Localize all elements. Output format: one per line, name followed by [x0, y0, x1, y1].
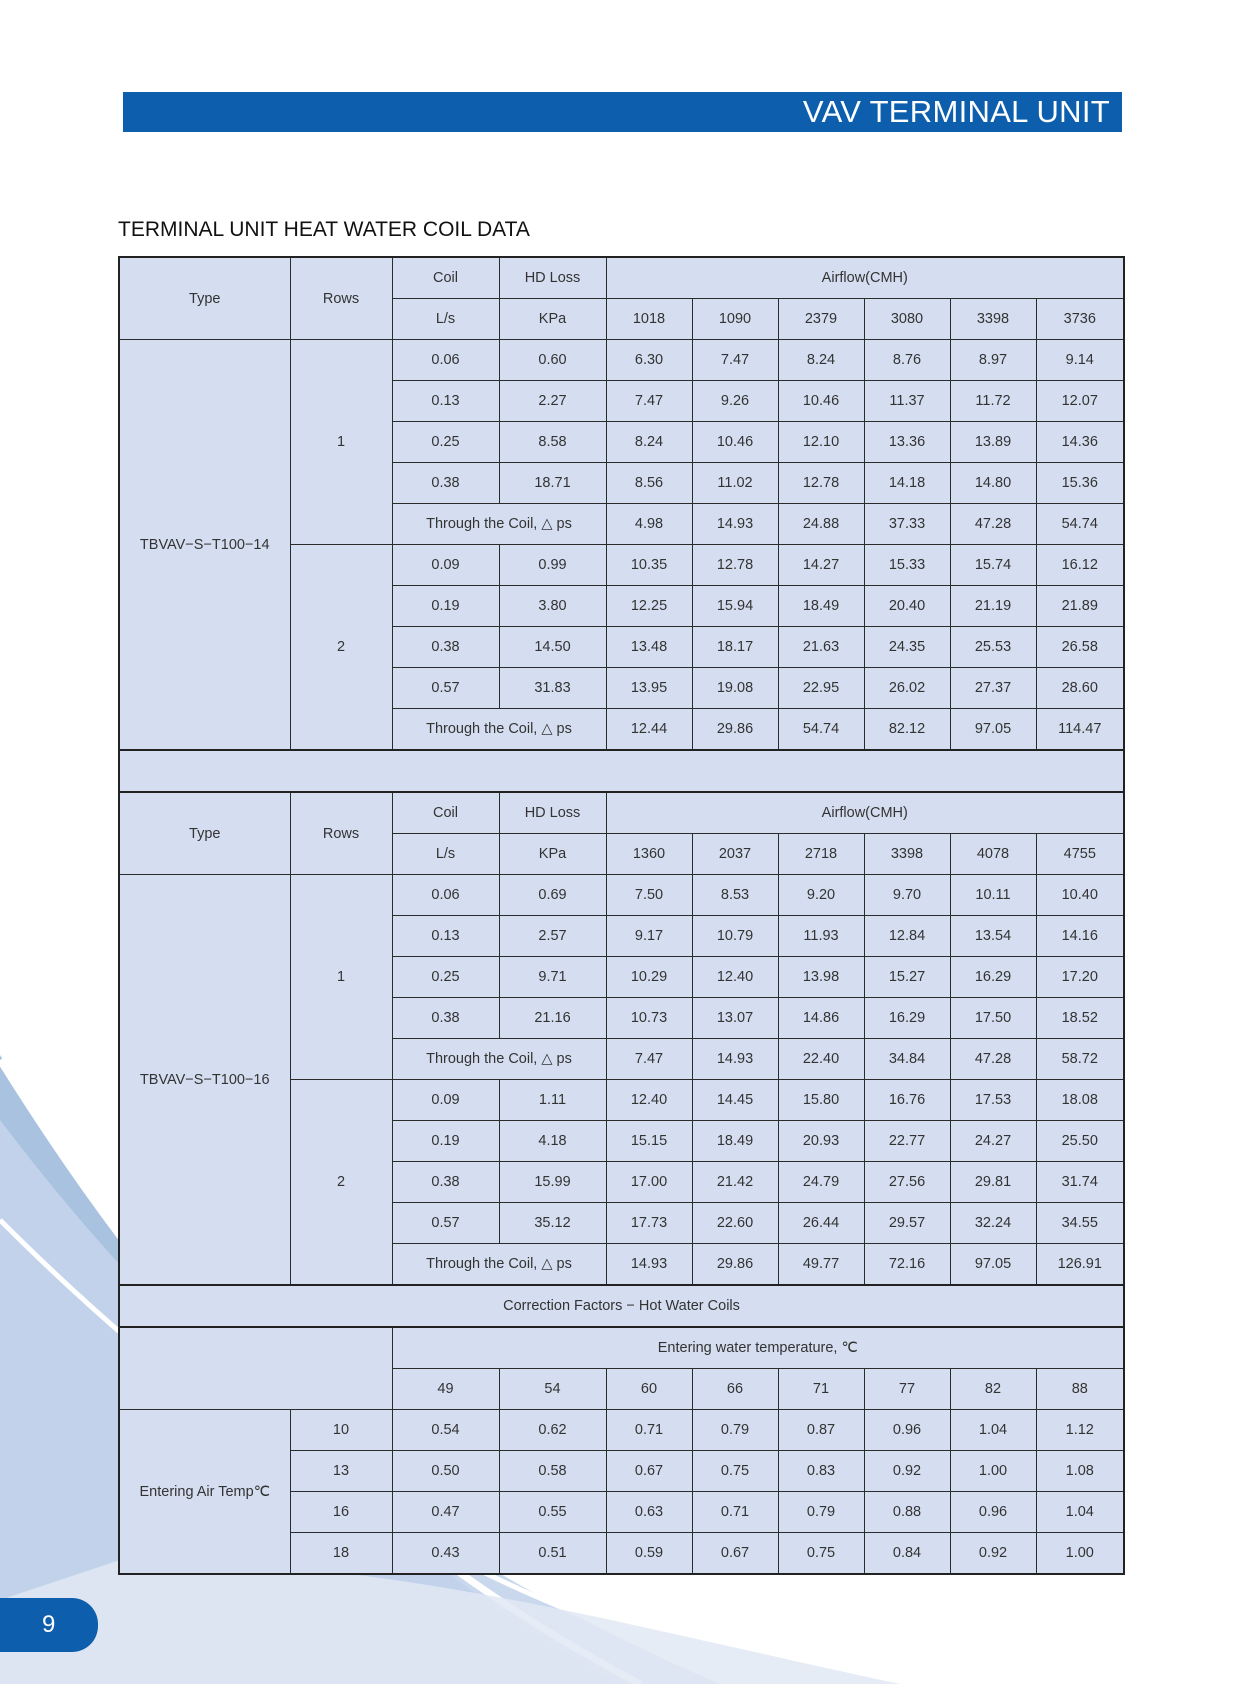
airflow-value: 4078 — [950, 834, 1036, 875]
through-coil-label: Through the Coil, △ ps — [392, 504, 606, 545]
data-cell: 28.60 — [1036, 668, 1124, 709]
data-cell: 21.19 — [950, 586, 1036, 627]
correction-factor: 0.75 — [778, 1533, 864, 1575]
airflow-value: 3736 — [1036, 299, 1124, 340]
airflow-value: 2037 — [692, 834, 778, 875]
through-coil-value: 22.40 — [778, 1039, 864, 1080]
data-cell: 0.09 — [392, 1080, 499, 1121]
data-cell: 14.16 — [1036, 916, 1124, 957]
correction-factor: 0.83 — [778, 1451, 864, 1492]
data-cell: 0.25 — [392, 422, 499, 463]
water-temp-value: 66 — [692, 1369, 778, 1410]
data-cell: 12.84 — [864, 916, 950, 957]
data-cell: 11.72 — [950, 381, 1036, 422]
rows-value: 2 — [290, 1080, 392, 1286]
header-row — [119, 792, 1124, 834]
rows-value: 1 — [290, 340, 392, 545]
correction-factor: 0.96 — [950, 1492, 1036, 1533]
correction-factor: 0.51 — [499, 1533, 606, 1575]
correction-factor: 1.08 — [1036, 1451, 1124, 1492]
data-cell: 18.08 — [1036, 1080, 1124, 1121]
data-cell: 14.27 — [778, 545, 864, 586]
correction-factor: 0.62 — [499, 1410, 606, 1451]
data-cell: 35.12 — [499, 1203, 606, 1244]
data-cell: 31.74 — [1036, 1162, 1124, 1203]
rows-header: Rows — [290, 792, 392, 875]
data-cell: 10.11 — [950, 875, 1036, 916]
airflow-value: 2379 — [778, 299, 864, 340]
data-cell: 16.29 — [864, 998, 950, 1039]
through-coil-value: 72.16 — [864, 1244, 950, 1286]
data-row — [119, 875, 1124, 916]
rows-value: 1 — [290, 875, 392, 1080]
data-cell: 13.48 — [606, 627, 692, 668]
data-cell: 3.80 — [499, 586, 606, 627]
data-cell: 0.13 — [392, 916, 499, 957]
data-cell: 0.19 — [392, 1121, 499, 1162]
data-cell: 2.57 — [499, 916, 606, 957]
data-cell: 14.18 — [864, 463, 950, 504]
data-cell: 13.54 — [950, 916, 1036, 957]
hd-loss-header: HD Loss — [499, 792, 606, 834]
water-temp-value: 88 — [1036, 1369, 1124, 1410]
section-title: TERMINAL UNIT HEAT WATER COIL DATA — [118, 218, 530, 241]
header-row — [119, 257, 1124, 299]
correction-factor: 1.04 — [950, 1410, 1036, 1451]
coil-data-table — [118, 256, 1125, 1575]
data-cell: 12.40 — [606, 1080, 692, 1121]
water-temp-value: 49 — [392, 1369, 499, 1410]
data-cell: 21.89 — [1036, 586, 1124, 627]
through-coil-value: 4.98 — [606, 504, 692, 545]
data-cell: 12.07 — [1036, 381, 1124, 422]
data-cell: 0.57 — [392, 1203, 499, 1244]
data-cell: 27.56 — [864, 1162, 950, 1203]
data-cell: 15.36 — [1036, 463, 1124, 504]
data-cell: 11.93 — [778, 916, 864, 957]
through-coil-value: 24.88 — [778, 504, 864, 545]
through-coil-value: 34.84 — [864, 1039, 950, 1080]
correction-factor: 0.55 — [499, 1492, 606, 1533]
data-cell: 11.37 — [864, 381, 950, 422]
data-cell: 8.76 — [864, 340, 950, 381]
data-cell: 26.58 — [1036, 627, 1124, 668]
data-cell: 18.49 — [778, 586, 864, 627]
water-temp-value: 54 — [499, 1369, 606, 1410]
data-cell: 26.02 — [864, 668, 950, 709]
data-cell: 18.71 — [499, 463, 606, 504]
data-cell: 0.09 — [392, 545, 499, 586]
correction-factor: 0.84 — [864, 1533, 950, 1575]
data-cell: 17.00 — [606, 1162, 692, 1203]
data-cell: 14.86 — [778, 998, 864, 1039]
data-cell: 15.94 — [692, 586, 778, 627]
through-coil-value: 29.86 — [692, 1244, 778, 1286]
page-number: 9 — [42, 1611, 56, 1638]
air-temp-value: 16 — [290, 1492, 392, 1533]
data-cell: 29.81 — [950, 1162, 1036, 1203]
data-cell: 0.57 — [392, 668, 499, 709]
correction-factor: 0.92 — [950, 1533, 1036, 1575]
data-cell: 2.27 — [499, 381, 606, 422]
through-coil-value: 14.93 — [606, 1244, 692, 1286]
type-name: TBVAV−S−T100−16 — [119, 875, 290, 1286]
data-cell: 25.50 — [1036, 1121, 1124, 1162]
data-cell: 19.08 — [692, 668, 778, 709]
data-cell: 15.15 — [606, 1121, 692, 1162]
data-cell: 21.63 — [778, 627, 864, 668]
correction-factor: 0.58 — [499, 1451, 606, 1492]
through-coil-value: 7.47 — [606, 1039, 692, 1080]
data-cell: 12.78 — [778, 463, 864, 504]
correction-factor: 0.71 — [606, 1410, 692, 1451]
data-cell: 13.95 — [606, 668, 692, 709]
correction-factor: 0.79 — [692, 1410, 778, 1451]
data-cell: 12.78 — [692, 545, 778, 586]
data-cell: 32.24 — [950, 1203, 1036, 1244]
data-cell: 24.27 — [950, 1121, 1036, 1162]
data-cell: 1.11 — [499, 1080, 606, 1121]
through-coil-value: 14.93 — [692, 504, 778, 545]
airflow-value: 3398 — [864, 834, 950, 875]
data-cell: 0.69 — [499, 875, 606, 916]
data-cell: 22.60 — [692, 1203, 778, 1244]
water-temp-value: 77 — [864, 1369, 950, 1410]
airflow-value: 1360 — [606, 834, 692, 875]
data-cell: 17.53 — [950, 1080, 1036, 1121]
coil-unit: L/s — [392, 299, 499, 340]
data-cell: 18.52 — [1036, 998, 1124, 1039]
correction-factor: 0.88 — [864, 1492, 950, 1533]
data-row — [119, 340, 1124, 381]
data-cell: 14.36 — [1036, 422, 1124, 463]
data-cell: 0.19 — [392, 586, 499, 627]
data-cell: 0.99 — [499, 545, 606, 586]
data-cell: 10.46 — [778, 381, 864, 422]
data-cell: 29.57 — [864, 1203, 950, 1244]
airflow-value: 3398 — [950, 299, 1036, 340]
data-cell: 10.35 — [606, 545, 692, 586]
through-coil-value: 29.86 — [692, 709, 778, 751]
data-cell: 0.06 — [392, 875, 499, 916]
data-cell: 6.30 — [606, 340, 692, 381]
data-cell: 9.26 — [692, 381, 778, 422]
data-cell: 24.79 — [778, 1162, 864, 1203]
data-cell: 22.77 — [864, 1121, 950, 1162]
air-temp-value: 10 — [290, 1410, 392, 1451]
through-coil-value: 14.93 — [692, 1039, 778, 1080]
data-cell: 16.12 — [1036, 545, 1124, 586]
air-temp-value: 18 — [290, 1533, 392, 1575]
through-coil-value: 126.91 — [1036, 1244, 1124, 1286]
coil-header: Coil — [392, 792, 499, 834]
hd-loss-header: HD Loss — [499, 257, 606, 299]
data-cell: 17.73 — [606, 1203, 692, 1244]
data-cell: 21.16 — [499, 998, 606, 1039]
correction-header-row — [119, 1327, 1124, 1369]
water-temp-value: 71 — [778, 1369, 864, 1410]
data-cell: 15.80 — [778, 1080, 864, 1121]
data-cell: 8.56 — [606, 463, 692, 504]
data-cell: 34.55 — [1036, 1203, 1124, 1244]
data-cell: 8.97 — [950, 340, 1036, 381]
correction-factor: 0.67 — [606, 1451, 692, 1492]
water-temp-value: 60 — [606, 1369, 692, 1410]
correction-title: Correction Factors − Hot Water Coils — [119, 1285, 1124, 1327]
data-cell: 20.93 — [778, 1121, 864, 1162]
data-cell: 18.49 — [692, 1121, 778, 1162]
data-cell: 12.25 — [606, 586, 692, 627]
data-cell: 10.40 — [1036, 875, 1124, 916]
correction-factor: 0.75 — [692, 1451, 778, 1492]
data-cell: 0.06 — [392, 340, 499, 381]
data-cell: 12.10 — [778, 422, 864, 463]
correction-factor: 0.54 — [392, 1410, 499, 1451]
data-cell: 9.20 — [778, 875, 864, 916]
correction-row — [119, 1410, 1124, 1451]
data-cell: 15.99 — [499, 1162, 606, 1203]
through-coil-value: 58.72 — [1036, 1039, 1124, 1080]
through-coil-value: 97.05 — [950, 1244, 1036, 1286]
correction-factor: 1.04 — [1036, 1492, 1124, 1533]
data-cell: 24.35 — [864, 627, 950, 668]
through-coil-value: 12.44 — [606, 709, 692, 751]
airflow-header: Airflow(CMH) — [606, 257, 1124, 299]
correction-factor: 0.63 — [606, 1492, 692, 1533]
correction-title-row — [119, 1285, 1124, 1327]
data-cell: 13.89 — [950, 422, 1036, 463]
through-coil-value: 47.28 — [950, 504, 1036, 545]
correction-factor: 1.00 — [1036, 1533, 1124, 1575]
airflow-value: 1018 — [606, 299, 692, 340]
data-cell: 8.53 — [692, 875, 778, 916]
data-cell: 25.53 — [950, 627, 1036, 668]
empty-corner-cell — [119, 1327, 392, 1410]
airflow-value: 4755 — [1036, 834, 1124, 875]
water-temp-value: 82 — [950, 1369, 1036, 1410]
correction-factor: 0.67 — [692, 1533, 778, 1575]
data-cell: 7.47 — [692, 340, 778, 381]
data-cell: 10.73 — [606, 998, 692, 1039]
through-coil-value: 82.12 — [864, 709, 950, 751]
data-cell: 9.70 — [864, 875, 950, 916]
page-number-tab — [0, 1598, 98, 1652]
data-cell: 9.71 — [499, 957, 606, 998]
data-cell: 18.17 — [692, 627, 778, 668]
type-header: Type — [119, 792, 290, 875]
data-cell: 17.50 — [950, 998, 1036, 1039]
data-cell: 22.95 — [778, 668, 864, 709]
data-cell: 7.50 — [606, 875, 692, 916]
correction-factor: 0.50 — [392, 1451, 499, 1492]
airflow-value: 2718 — [778, 834, 864, 875]
data-cell: 14.45 — [692, 1080, 778, 1121]
air-temp-label: Entering Air Temp℃ — [119, 1410, 290, 1575]
through-coil-value: 47.28 — [950, 1039, 1036, 1080]
data-cell: 0.13 — [392, 381, 499, 422]
data-cell: 10.29 — [606, 957, 692, 998]
airflow-value: 1090 — [692, 299, 778, 340]
data-cell: 13.36 — [864, 422, 950, 463]
data-cell: 10.46 — [692, 422, 778, 463]
correction-factor: 0.59 — [606, 1533, 692, 1575]
data-cell: 26.44 — [778, 1203, 864, 1244]
hd-loss-unit: KPa — [499, 834, 606, 875]
airflow-header: Airflow(CMH) — [606, 792, 1124, 834]
hd-loss-unit: KPa — [499, 299, 606, 340]
spacer-cell — [119, 750, 1124, 792]
data-cell: 16.29 — [950, 957, 1036, 998]
correction-factor: 1.00 — [950, 1451, 1036, 1492]
data-cell: 9.14 — [1036, 340, 1124, 381]
type-header: Type — [119, 257, 290, 340]
data-cell: 14.50 — [499, 627, 606, 668]
data-cell: 13.07 — [692, 998, 778, 1039]
data-cell: 15.33 — [864, 545, 950, 586]
through-coil-label: Through the Coil, △ ps — [392, 1039, 606, 1080]
spacer-row — [119, 750, 1124, 792]
rows-value: 2 — [290, 545, 392, 751]
through-coil-label: Through the Coil, △ ps — [392, 1244, 606, 1286]
correction-factor: 1.12 — [1036, 1410, 1124, 1451]
air-temp-value: 13 — [290, 1451, 392, 1492]
correction-factor: 0.87 — [778, 1410, 864, 1451]
correction-factor: 0.43 — [392, 1533, 499, 1575]
data-cell: 0.25 — [392, 957, 499, 998]
data-cell: 4.18 — [499, 1121, 606, 1162]
through-coil-label: Through the Coil, △ ps — [392, 709, 606, 751]
correction-factor: 0.79 — [778, 1492, 864, 1533]
through-coil-value: 54.74 — [778, 709, 864, 751]
data-cell: 13.98 — [778, 957, 864, 998]
correction-factor: 0.47 — [392, 1492, 499, 1533]
through-coil-value: 49.77 — [778, 1244, 864, 1286]
data-cell: 21.42 — [692, 1162, 778, 1203]
data-cell: 10.79 — [692, 916, 778, 957]
through-coil-value: 97.05 — [950, 709, 1036, 751]
correction-factor: 0.96 — [864, 1410, 950, 1451]
data-cell: 15.27 — [864, 957, 950, 998]
data-cell: 12.40 — [692, 957, 778, 998]
data-cell: 9.17 — [606, 916, 692, 957]
through-coil-value: 54.74 — [1036, 504, 1124, 545]
data-cell: 0.60 — [499, 340, 606, 381]
through-coil-value: 37.33 — [864, 504, 950, 545]
data-cell: 8.58 — [499, 422, 606, 463]
header-title: VAV TERMINAL UNIT — [802, 94, 1110, 129]
water-temp-header: Entering water temperature, ℃ — [392, 1327, 1124, 1369]
rows-header: Rows — [290, 257, 392, 340]
data-cell: 7.47 — [606, 381, 692, 422]
data-cell: 31.83 — [499, 668, 606, 709]
coil-header: Coil — [392, 257, 499, 299]
data-cell: 0.38 — [392, 463, 499, 504]
data-cell: 8.24 — [778, 340, 864, 381]
type-name: TBVAV−S−T100−14 — [119, 340, 290, 751]
data-cell: 15.74 — [950, 545, 1036, 586]
airflow-value: 3080 — [864, 299, 950, 340]
data-cell: 20.40 — [864, 586, 950, 627]
data-cell: 0.38 — [392, 627, 499, 668]
data-cell: 16.76 — [864, 1080, 950, 1121]
data-cell: 27.37 — [950, 668, 1036, 709]
correction-factor: 0.71 — [692, 1492, 778, 1533]
data-cell: 17.20 — [1036, 957, 1124, 998]
data-cell: 14.80 — [950, 463, 1036, 504]
data-cell: 0.38 — [392, 998, 499, 1039]
coil-unit: L/s — [392, 834, 499, 875]
data-cell: 0.38 — [392, 1162, 499, 1203]
data-cell: 8.24 — [606, 422, 692, 463]
coil-table-body — [119, 257, 1124, 1574]
header-bar — [123, 92, 1122, 132]
through-coil-value: 114.47 — [1036, 709, 1124, 751]
data-cell: 11.02 — [692, 463, 778, 504]
correction-factor: 0.92 — [864, 1451, 950, 1492]
